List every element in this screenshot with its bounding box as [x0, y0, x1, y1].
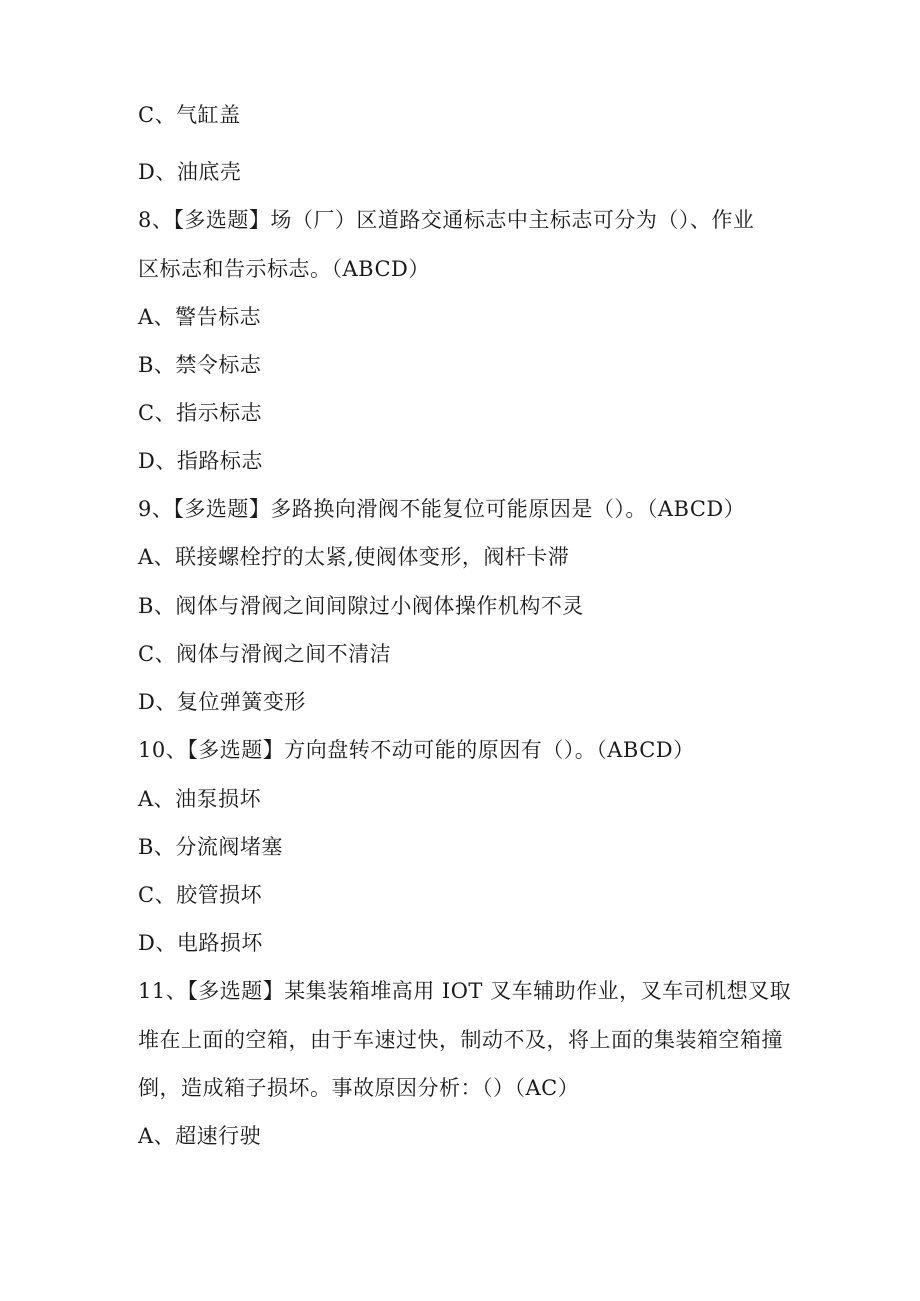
option-c-q7: C、气缸盖: [138, 103, 241, 127]
option-c-q8: C、指示标志: [138, 401, 263, 425]
question-9: 9、【多选题】多路换向滑阀不能复位可能原因是（）。（ABCD）: [138, 497, 746, 521]
option-b-q9: B、阀体与滑阀之间间隙过小阀体操作机构不灵: [138, 594, 584, 618]
question-11-line-1: 11、【多选题】某集装箱堆高用 IOT 叉车辅助作业，叉车司机想叉取: [138, 979, 792, 1003]
option-d-q8: D、指路标志: [138, 449, 263, 473]
question-11-line-2: 堆在上面的空箱，由于车速过快，制动不及，将上面的集装箱空箱撞: [138, 1028, 783, 1052]
option-b-q8: B、禁令标志: [138, 353, 262, 377]
option-a-q10: A、油泵损坏: [138, 787, 262, 811]
option-c-q10: C、胶管损坏: [138, 883, 263, 907]
option-d-q10: D、电路损坏: [138, 931, 263, 955]
question-8-line-2: 区标志和告示标志。（ABCD）: [138, 257, 430, 281]
option-d-q7: D、油底壳: [138, 160, 242, 184]
question-8-line-1: 8、【多选题】场（厂）区道路交通标志中主标志可分为（）、作业: [138, 208, 755, 232]
option-d-q9: D、复位弹簧变形: [138, 690, 306, 714]
option-b-q10: B、分流阀堵塞: [138, 835, 283, 859]
option-a-q8: A、警告标志: [138, 305, 262, 329]
option-a-q9: A、联接螺栓拧的太紧,使阀体变形，阀杆卡滞: [138, 545, 570, 569]
question-10: 10、【多选题】方向盘转不动可能的原因有（）。（ABCD）: [138, 738, 695, 762]
option-c-q9: C、阀体与滑阀之间不清洁: [138, 642, 392, 666]
option-a-q11: A、超速行驶: [138, 1124, 262, 1148]
question-11-line-3: 倒，造成箱子损坏。事故原因分析：（）（AC）: [138, 1076, 580, 1100]
